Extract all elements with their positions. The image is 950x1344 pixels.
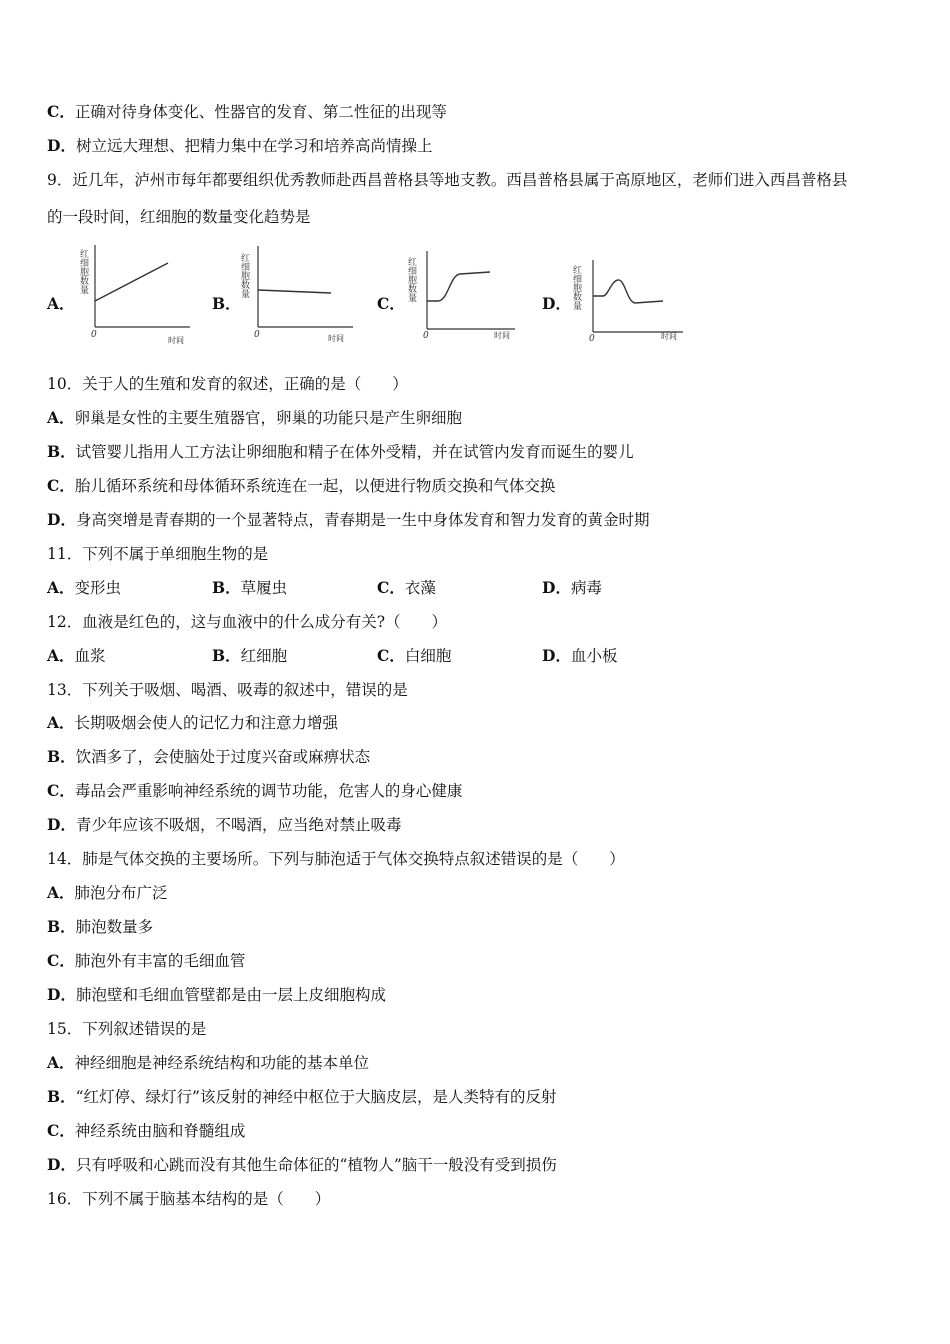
graph-a-origin: 0 bbox=[91, 330, 97, 340]
q10-option-a: A．卵巢是女性的主要生殖器官，卵巢的功能只是产生卵细胞 bbox=[47, 408, 463, 427]
q9-option-a-label: A． bbox=[47, 294, 75, 313]
option-letter: D． bbox=[47, 136, 76, 155]
option-letter: D． bbox=[47, 1155, 76, 1174]
q11-option-b: B．草履虫 bbox=[212, 578, 288, 597]
q13-option-c: C．毒品会严重影响神经系统的调节功能，危害人的身心健康 bbox=[47, 781, 463, 800]
option-letter: C． bbox=[47, 951, 75, 970]
q10-option-b: B．试管婴儿指用人工方法让卵细胞和精子在体外受精，并在试管内发育而诞生的婴儿 bbox=[47, 442, 634, 461]
q15-option-c: C．神经系统由脑和脊髓组成 bbox=[47, 1121, 246, 1140]
graph-b-x-label: 时间 bbox=[328, 334, 344, 343]
graph-d-x-label: 时间 bbox=[661, 332, 677, 341]
option-letter: C． bbox=[377, 578, 405, 597]
option-letter: A． bbox=[47, 1053, 75, 1072]
q9-stem-line2: 的一段时间，红细胞的数量变化趋势是 bbox=[47, 208, 311, 226]
q14-option-c: C．肺泡外有丰富的毛细血管 bbox=[47, 951, 246, 970]
q13-stem: 13．下列关于吸烟、喝酒、吸毒的叙述中，错误的是 bbox=[47, 681, 408, 699]
option-letter: A． bbox=[47, 713, 75, 732]
graph-c-curve bbox=[427, 272, 490, 301]
q14-option-a: A．肺泡分布广泛 bbox=[47, 883, 168, 902]
graph-c-y-label: 红细胞数量 bbox=[406, 257, 416, 302]
q11-option-a: A．变形虫 bbox=[47, 578, 122, 597]
option-letter: B． bbox=[212, 646, 241, 665]
q15-stem: 15．下列叙述错误的是 bbox=[47, 1020, 207, 1038]
graph-a-y-label: 红细胞数量 bbox=[78, 249, 88, 294]
q11-option-d: D．病毒 bbox=[542, 578, 602, 597]
q14-option-b: B．肺泡数量多 bbox=[47, 917, 154, 936]
option-letter: A． bbox=[47, 883, 75, 902]
q11-option-c: C．衣藻 bbox=[377, 578, 436, 597]
q9-graph-c bbox=[406, 243, 550, 347]
q11-stem: 11．下列不属于单细胞生物的是 bbox=[47, 545, 269, 563]
graph-c-x-label: 时间 bbox=[494, 331, 510, 340]
graph-a-x-label: 时间 bbox=[168, 336, 184, 345]
q9-stem-line1: 9．近几年，泸州市每年都要组织优秀教师赴西昌普格县等地支教。西昌普格县属于高原地区，老师们进入西昌普格县 bbox=[47, 171, 848, 189]
q9-option-b-label: B． bbox=[212, 294, 241, 313]
option-letter: D． bbox=[47, 815, 76, 834]
q12-option-c: C．白细胞 bbox=[377, 646, 452, 665]
q15-option-b: B．“红灯停、绿灯行”该反射的神经中枢位于大脑皮层，是人类特有的反射 bbox=[47, 1087, 557, 1106]
q9-graph-a bbox=[80, 243, 220, 347]
graph-a-curve bbox=[95, 263, 168, 301]
q10-option-c: C．胎儿循环系统和母体循环系统连在一起，以便进行物质交换和气体交换 bbox=[47, 476, 556, 495]
option-letter: A． bbox=[47, 408, 75, 427]
q12-option-d: D．血小板 bbox=[542, 646, 618, 665]
graph-d-origin: 0 bbox=[589, 334, 595, 344]
option-letter: C． bbox=[47, 781, 75, 800]
q10-option-d: D．身高突增是青春期的一个显著特点，青春期是一生中身体发育和智力发育的黄金时期 bbox=[47, 510, 650, 529]
option-letter: B． bbox=[47, 917, 76, 936]
q10-stem: 10．关于人的生殖和发育的叙述，正确的是（ ） bbox=[47, 375, 408, 393]
q13-option-d: D．青少年应该不吸烟，不喝酒，应当绝对禁止吸毒 bbox=[47, 815, 402, 834]
q14-option-d: D．肺泡壁和毛细血管壁都是由一层上皮细胞构成 bbox=[47, 985, 386, 1004]
q13-option-a: A．长期吸烟会使人的记忆力和注意力增强 bbox=[47, 713, 339, 732]
q8-option-d: D．树立远大理想、把精力集中在学习和培养高尚情操上 bbox=[47, 136, 433, 155]
graph-b-curve bbox=[258, 290, 331, 293]
q15-option-a: A．神经细胞是神经系统结构和功能的基本单位 bbox=[47, 1053, 370, 1072]
graph-b-origin: 0 bbox=[254, 330, 260, 340]
option-letter: B． bbox=[47, 1087, 76, 1106]
option-letter: B． bbox=[47, 747, 76, 766]
q12-option-b: B．红细胞 bbox=[212, 646, 288, 665]
q13-option-b: B．饮酒多了，会使脑处于过度兴奋或麻痹状态 bbox=[47, 747, 371, 766]
q9-option-d-label: D． bbox=[542, 294, 571, 313]
q9-option-c-label: C． bbox=[377, 294, 405, 313]
q12-stem: 12．血液是红色的，这与血液中的什么成分有关?（ ） bbox=[47, 613, 448, 631]
q15-option-d: D．只有呼吸和心跳而没有其他生命体征的“植物人”脑干一般没有受到损伤 bbox=[47, 1155, 557, 1174]
graph-d-curve bbox=[593, 280, 663, 303]
option-letter: D． bbox=[542, 646, 571, 665]
option-letter: B． bbox=[47, 442, 76, 461]
option-letter: A． bbox=[47, 646, 75, 665]
q12-option-a: A．血浆 bbox=[47, 646, 106, 665]
graph-b-y-label: 红细胞数量 bbox=[239, 253, 249, 298]
q9-graph-d bbox=[571, 243, 715, 347]
option-letter: C． bbox=[47, 102, 75, 121]
option-letter: C． bbox=[377, 646, 405, 665]
q16-stem: 16．下列不属于脑基本结构的是（ ） bbox=[47, 1190, 331, 1208]
option-letter: A． bbox=[47, 578, 75, 597]
q14-stem: 14．肺是气体交换的主要场所。下列与肺泡适于气体交换特点叙述错误的是（ ） bbox=[47, 850, 625, 868]
option-letter: D． bbox=[47, 985, 76, 1004]
graph-d-y-label: 红细胞数量 bbox=[571, 265, 581, 310]
option-letter: B． bbox=[212, 578, 241, 597]
option-letter: C． bbox=[47, 1121, 75, 1140]
option-letter: C． bbox=[47, 476, 75, 495]
option-letter: D． bbox=[542, 578, 571, 597]
graph-c-origin: 0 bbox=[423, 331, 429, 341]
q8-option-c: C．正确对待身体变化、性器官的发育、第二性征的出现等 bbox=[47, 102, 447, 121]
q9-graph-b bbox=[239, 243, 383, 347]
option-letter: D． bbox=[47, 510, 76, 529]
